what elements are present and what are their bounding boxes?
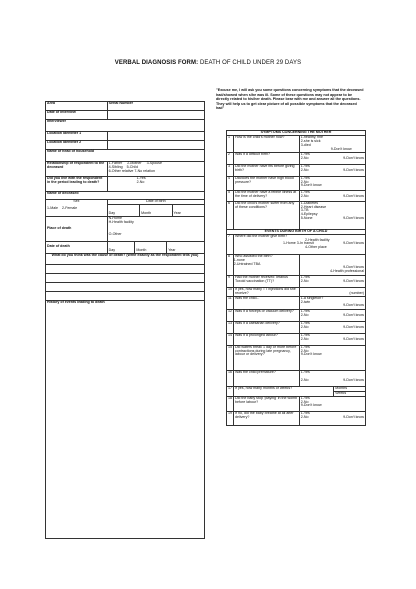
q1-options[interactable]: 1-healthy, fine 2-she is sick 3-died 9-Don't know [299, 136, 365, 153]
q6-label: Did the child's mother suffer from any of these conditions? [234, 201, 300, 229]
q16-options[interactable]: 1-Yes 2-No 9-Don't know [299, 370, 365, 386]
cause-line-3[interactable] [46, 282, 205, 291]
q12-options[interactable]: 1-Yes 2-No 9-Don't know [299, 309, 365, 321]
date-death-month[interactable]: Month [135, 241, 167, 253]
interviewer-label: Interviewer [46, 120, 205, 132]
q10-field[interactable]: (number) [299, 287, 365, 296]
q14-label: Was it a prolonged labour? [234, 333, 300, 345]
q1-label: How is the child's mother now? [234, 136, 300, 153]
q11-options[interactable]: 1-a singleton? 2-twin 9-Don't know [300, 295, 364, 308]
q2-label: Was it a difficult birth? [234, 152, 300, 164]
q8-options[interactable]: 1-none 2-Untrained TBA 9-Don't know 4-Health professional [299, 254, 365, 275]
q4-label: Did/does the mother have high blood pressure? [234, 176, 300, 190]
sex-field[interactable]: Sex 1-Male 2-Female [46, 200, 108, 217]
q10-label: If yes, how many TT injections did she receive? [234, 287, 300, 296]
head-household-label: Name of head of household [46, 150, 205, 162]
symptoms-events-table: SYMPTOMS CONCERNING THE MOTHER 1 How is the child's mother now? 1-healthy, fine 2-she is sick 3-died 9-Don't know 2 Was it a difficult birth? 1-Yes 2-No 9-Don't know 3 Did the mother have fits before giving birth? 1-Yes 2-No 9-Don't know 4 Did/does the mother have high blood pressure? 1-Yes 2-No 9-Don't know 5 Did the mother have a febrile illness at the time of delivery? 1-Yes 2-No 9-Don't know 6 Did the child's mother suffer from any of these conditions? 1-Diabetes 2-Heart disease 3-TB 4-Epilepsy 5-None 9-Don't know EVENTS DURING BIRTH OF A CHILD 7 Where did the mother give birth? 2-Health facility 1-Home 3-In transit 9-Don't know 4-Other place 8 Who assisted the birth? 1-none 2-Untrained TBA 9-Don't know 4-Health professional 9 Had the mother received Tetanus Toxoid vaccination (TT)? 1-Yes 2-No 9-Don't know 10 If yes, how many TT injections did she receive? (number) 11 Was the child... 1-a singleton? 2-twin 9-Don't know 12 Was it a forceps or vacuum delivery? 1-Yes 2-No 9-Don't know 13 Was it a caesarian delivery? 1-Yes 2-No 9-Don't know 14 Was it a prolonged labour? 1-Yes 2-No 9-Don't know 15 Did waters break 1 day or more before contractions during late pregnancy, labour or delivery? 1-Yes 2-No 9-Don't know 16 Was the child premature? 1-Yes 2-No 9-Don't know 17 If yes, how many months or weeks? Months Weeks 18 Did the baby stop 'playing' in the womb before labour? 1-Yes 2-No 9-Don't know 19 If no, did the baby breathe at all after delivery? 1-Yes 2-No 9-Don't know [226, 130, 366, 426]
q3-label: Did the mother have fits before giving birth? [234, 164, 300, 176]
lived-with-label: Did you live with the respondent in the period leading to death? [46, 177, 108, 192]
q16-label: Was the child premature? [234, 370, 300, 386]
location-1-field[interactable] [107, 132, 204, 141]
q5-options[interactable]: 1-Yes 2-No 9-Don't know [299, 190, 365, 201]
lived-with-options[interactable]: 1-Yes 2-No [107, 177, 204, 192]
form-title: VERBAL DIAGNOSIS FORM: DEATH OF CHILD UNDER 29 DAYS [114, 60, 302, 66]
intro-text: "Excuse me, I will ask you some questions concerning symptoms that the deceased had/showed when s/he was ill. Some of these questions may not appear to be directly related to his/her death. Please bear with me and answer all the questions. They will help us to get clear picture of all possible symptoms that the deceased had" [216, 88, 364, 110]
q17-options[interactable]: Months Weeks [334, 386, 366, 396]
date-interview-label: Date of interview [46, 111, 108, 120]
events-header: EVENTS DURING BIRTH OF A CHILD [227, 229, 366, 234]
q4-options[interactable]: 1-Yes 2-No 9-Don't know [299, 176, 365, 190]
date-death-label: Date of death [46, 241, 108, 253]
q14-options[interactable]: 1-Yes 2-No 9-Don't know [299, 333, 365, 345]
cause-line-1[interactable] [46, 264, 205, 273]
q6-options[interactable]: 1-Diabetes 2-Heart disease 3-TB 4-Epilepsy 5-None 9-Don't know [299, 201, 365, 229]
location-2-label: Location Identifier 2 [46, 141, 108, 150]
relationship-options[interactable]: 1-Father 2-Mother 3-Spouse 4-Sibling 5-Child 6-Other relative 7-No relation [107, 162, 204, 177]
q3-options[interactable]: 1-Yes 2-No 9-Don't know [299, 164, 365, 176]
relationship-label: Relationship of respondent to the deceased [46, 162, 108, 177]
q9-options[interactable]: 1-Yes 2-No 9-Don't know [299, 275, 365, 287]
history-events-field[interactable]: History of events leading to death [46, 300, 205, 538]
location-1-label: Location Identifier 1 [46, 132, 108, 141]
q13-label: Was it a caesarian delivery? [234, 321, 300, 333]
place-death-options[interactable]: N-Home H-Health facility O-Other [107, 216, 204, 241]
cause-line-2[interactable] [46, 273, 205, 282]
place-death-label: Place of death [46, 216, 108, 241]
q15-label: Did waters break 1 day or more before contractions during late pregnancy, labour or delivery? [234, 345, 300, 370]
q5-label: Did the mother have a febrile illness at the time of delivery? [234, 190, 300, 201]
date-death-year[interactable]: Year [167, 241, 205, 253]
dob-field[interactable]: Date of birth Day Month Year [107, 200, 204, 217]
q9-label: Had the mother received Tetanus Toxoid vaccination (TT)? [234, 275, 300, 287]
q19-label: If no, did the baby breathe at all after delivery? [234, 411, 300, 425]
symptoms-header: SYMPTOMS CONCERNING THE MOTHER [227, 131, 366, 136]
q13-options[interactable]: 1-Yes 2-No 9-Don't know [299, 321, 365, 333]
q15-options[interactable]: 1-Yes 2-No 9-Don't know [299, 345, 365, 370]
name-deceased-label: Name of deceased [46, 192, 205, 200]
q7-row[interactable]: Where did the mother give birth? 2-Health facility 1-Home 3-In transit 9-Don't know 4-Other place [234, 234, 366, 254]
q19-options[interactable]: 1-Yes 2-No 9-Don't know [299, 411, 365, 425]
location-2-field[interactable] [107, 141, 204, 150]
date-death-day[interactable]: Day [107, 241, 135, 253]
date-interview-field[interactable] [107, 111, 204, 120]
q8-label: Who assisted the birth? [234, 254, 300, 275]
identification-table [45, 101, 205, 539]
q17-label: If yes, how many months or weeks? [234, 386, 334, 396]
q18-options[interactable]: 1-Yes 2-No 9-Don't know [299, 396, 365, 411]
q12-label: Was it a forceps or vacuum delivery? [234, 309, 300, 321]
q18-label: Did the baby stop 'playing' in the womb before labour? [234, 396, 300, 411]
area-label: Area [46, 102, 108, 111]
q11-label: Was the child... [234, 296, 300, 309]
serial-number-label: Serial Number [107, 102, 204, 111]
q2-options[interactable]: 1-Yes 2-No 9-Don't know [299, 152, 365, 164]
cause-question: What do you think was the cause of death? (Write exactly as the respondent tells you) [46, 253, 205, 264]
